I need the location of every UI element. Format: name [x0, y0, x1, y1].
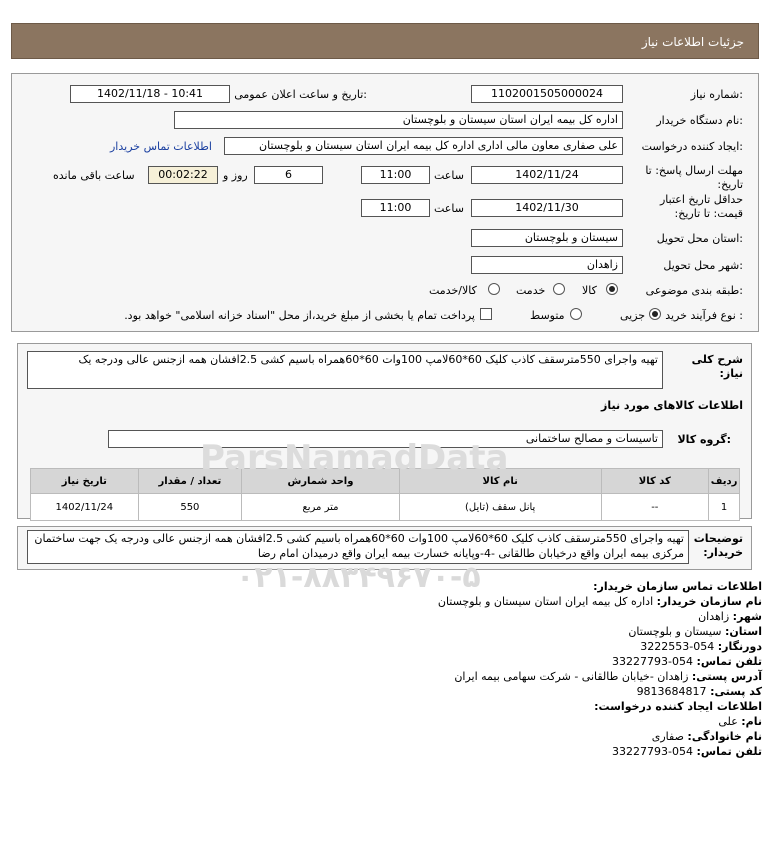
days-field: 6 — [254, 166, 323, 184]
process-medium-radio[interactable] — [570, 308, 582, 320]
contact-city: شهر: زاهدان — [698, 610, 762, 623]
validity-label: حداقل تاریخ اعتبار قیمت: تا تاریخ: — [659, 193, 743, 220]
deadline-date-field: 1402/11/24 — [471, 166, 623, 184]
buyer-label: نام دستگاه خریدار: — [656, 114, 743, 127]
category-goods-service-label: کالا/خدمت — [429, 284, 477, 297]
buyer-notes-label: توضیحات خریدار: — [693, 532, 743, 559]
page-title: جزئیات اطلاعات نیاز — [641, 35, 744, 49]
remaining-time-field: 00:02:22 — [148, 166, 218, 184]
category-goods-service-radio[interactable] — [488, 283, 500, 295]
col-unit: واحد شمارش — [242, 469, 400, 494]
buyer-field: اداره کل بیمه ایران استان سیستان و بلوچستان — [174, 111, 623, 129]
process-partial-label: جزیی — [620, 309, 646, 322]
col-qty: تعداد / مقدار — [138, 469, 241, 494]
buyer-notes-text: تهیه واجرای 550مترسقف کاذب کلیک 60*60لامپ 100وات 60*60همراه باسیم کشی 2.5افشان همه ازجنس عالی ودرجه یک جهت ساختمان مرکزی بیمه ایران واقع درخیابان طالقانی -4-وپایانه خسارت بیمه ایران واقع درمیدان امام رضا — [27, 530, 689, 564]
contact-postal: کد پستی: 9813684817 — [636, 685, 762, 698]
city-field: زاهدان — [471, 256, 623, 274]
creator-label: ایجاد کننده درخواست: — [641, 140, 743, 153]
remaining-label: ساعت باقی مانده — [53, 169, 135, 182]
contact-address: آدرس پستی: زاهدان -خیابان طالقانی - شرکت سهامی بیمه ایران — [454, 670, 762, 683]
creator-phone: تلفن تماس: 054-33227793 — [612, 745, 762, 758]
category-service-label: خدمت — [516, 284, 546, 297]
goods-table-header — [31, 469, 740, 494]
goods-group-label: گروه کالا: — [677, 433, 731, 446]
province-label: استان محل تحویل: — [656, 232, 743, 245]
city-label: شهر محل تحویل: — [663, 259, 743, 272]
validity-date-field: 1402/11/30 — [471, 199, 623, 217]
need-number-label: شماره نیاز: — [690, 88, 743, 101]
cell-qty: 550 — [138, 494, 241, 521]
process-partial-radio[interactable] — [649, 308, 661, 320]
deadline-label: مهلت ارسال پاسخ: تا تاریخ: — [645, 164, 743, 191]
contact-phone: تلفن تماس: 054-33227793 — [612, 655, 762, 668]
deadline-time-label: ساعت — [434, 169, 464, 182]
watermark-text: ParsNamadData — [200, 438, 509, 478]
treasury-payment-checkbox[interactable] — [480, 308, 492, 320]
creator-name: نام: علی — [718, 715, 762, 728]
validity-time-field: 11:00 — [361, 199, 430, 217]
creator-title: اطلاعات ایجاد کننده درخواست: — [594, 700, 762, 713]
cell-code: -- — [601, 494, 709, 521]
contact-org: نام سازمان خریدار: اداره کل بیمه ایران استان سیستان و بلوچستان — [437, 595, 762, 608]
contact-fax: دورنگار: 054-3222553 — [640, 640, 762, 653]
goods-group-field: تاسیسات و مصالح ساختمانی — [108, 430, 663, 448]
page-header — [11, 23, 759, 59]
days-label: روز و — [223, 169, 248, 182]
creator-family: نام خانوادگی: صفاری — [651, 730, 762, 743]
col-code: کد کالا — [601, 469, 709, 494]
process-medium-label: متوسط — [530, 309, 565, 322]
announce-label: تاریخ و ساعت اعلان عمومی: — [234, 88, 367, 101]
category-service-radio[interactable] — [553, 283, 565, 295]
table-row[interactable] — [31, 494, 740, 521]
province-field: سیستان و بلوچستان — [471, 229, 623, 247]
cell-index: 1 — [709, 494, 740, 521]
creator-field: علی صفاری معاون مالی اداری اداره کل بیمه ایران استان سیستان و بلوچستان — [224, 137, 623, 155]
description-text: تهیه واجرای 550مترسقف کاذب کلیک 60*60لامپ 100وات 60*60همراه باسیم کشی 2.5افشان همه ازجنس عالی ودرجه یک — [27, 351, 663, 389]
category-goods-radio[interactable] — [606, 283, 618, 295]
validity-time-label: ساعت — [434, 202, 464, 215]
buyer-contact-link[interactable]: اطلاعات تماس خریدار — [110, 140, 212, 153]
description-label: شرح کلی نیاز: — [691, 353, 743, 380]
announce-field: 1402/11/18 - 10:41 — [70, 85, 230, 103]
watermark-phone: ۰۲۱-۸۸۳۴۹۶۷۰-۵ — [236, 560, 481, 595]
category-label: طبقه بندی موضوعی: — [645, 284, 743, 297]
col-index: ردیف — [709, 469, 740, 494]
payment-note: پرداخت تمام یا بخشی از مبلغ خرید،از محل "اسناد خزانه اسلامی" خواهد بود. — [124, 309, 475, 322]
goods-table — [30, 468, 740, 521]
contact-province: استان: سیستان و بلوچستان — [628, 625, 762, 638]
category-goods-label: کالا — [582, 284, 597, 297]
contact-title: اطلاعات تماس سازمان خریدار: — [593, 580, 762, 593]
cell-unit: متر مربع — [242, 494, 400, 521]
goods-section-title: اطلاعات کالاهای مورد نیاز — [601, 399, 743, 412]
process-label: نوع فرآیند خرید : — [665, 309, 743, 322]
need-number-field: 1102001505000024 — [471, 85, 623, 103]
cell-date: 1402/11/24 — [31, 494, 139, 521]
col-name: نام کالا — [399, 469, 601, 494]
cell-name: پانل سقف (تایل) — [399, 494, 601, 521]
col-date: تاریخ نیاز — [31, 469, 139, 494]
deadline-time-field: 11:00 — [361, 166, 430, 184]
